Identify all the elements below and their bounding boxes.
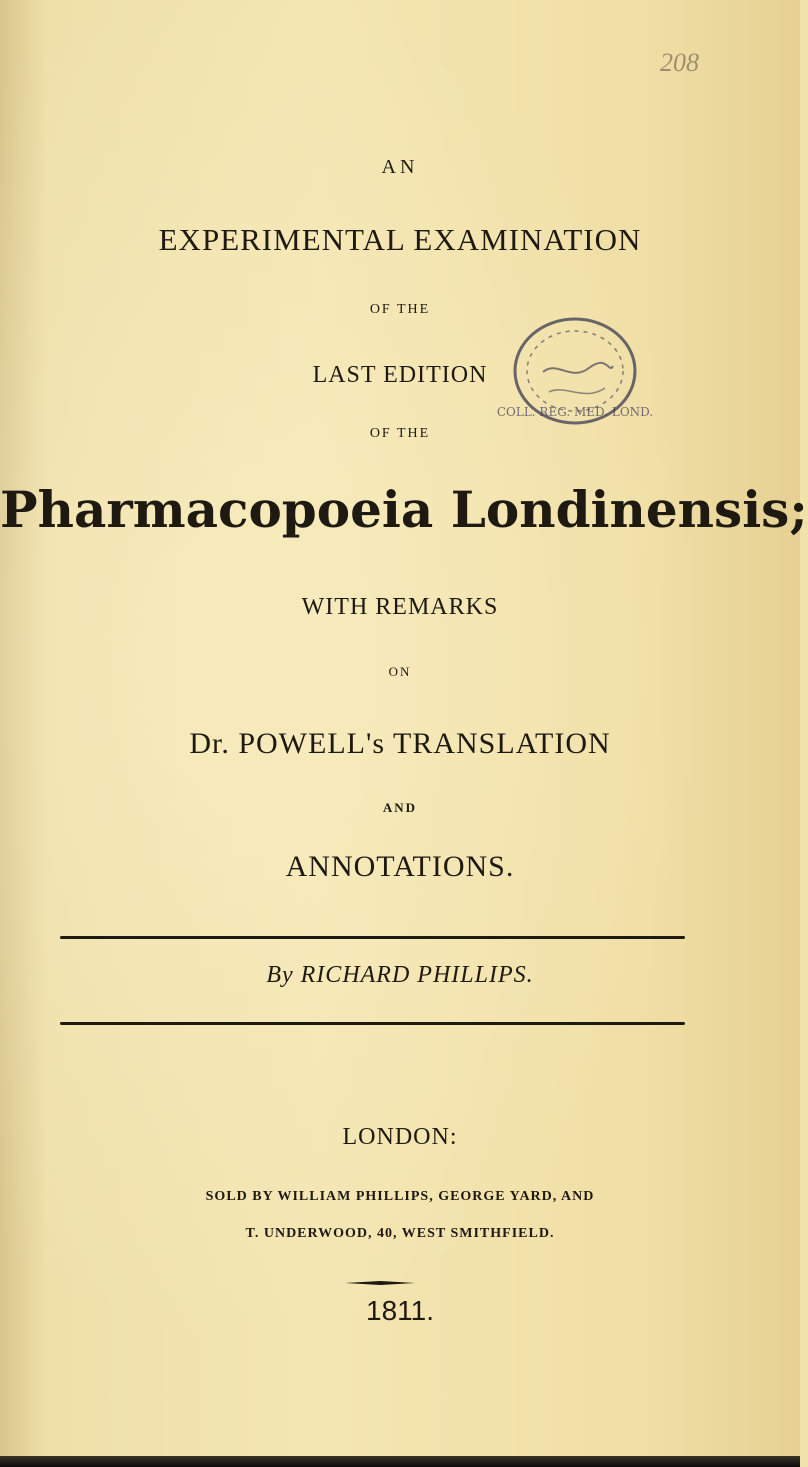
- subtitle-translation: Dr. POWELL's TRANSLATION: [189, 727, 611, 760]
- author-line: By RICHARD PHILLIPS.: [266, 962, 534, 988]
- subtitle-and: AND: [382, 800, 418, 815]
- stamp-text: COLL. REG. MED. LOND.: [496, 405, 654, 419]
- subtitle-with-remarks: WITH REMARKS: [301, 594, 499, 620]
- imprint-year: 1811.: [366, 1295, 434, 1326]
- handwritten-page-number: 208: [660, 48, 699, 77]
- library-stamp-icon: [496, 312, 654, 430]
- divider-rule-bottom: [60, 1022, 685, 1025]
- title-edition: LAST EDITION: [312, 362, 488, 388]
- imprint-line-2: T. UNDERWOOD, 40, WEST SMITHFIELD.: [245, 1226, 555, 1241]
- title-of-the-1: OF THE: [369, 302, 431, 317]
- divider-rule-top: [60, 936, 685, 939]
- imprint-city: LONDON:: [342, 1124, 458, 1150]
- ornament-rule-icon: [345, 1281, 415, 1285]
- title-article: AN: [381, 156, 419, 178]
- page-edge-shadow: [0, 1456, 800, 1467]
- title-work: Pharmacopoeia Londinensis;: [0, 480, 808, 539]
- subtitle-on: ON: [388, 664, 412, 679]
- title-main: EXPERIMENTAL EXAMINATION: [158, 222, 642, 257]
- title-of-the-2: OF THE: [369, 426, 431, 441]
- imprint-line-1: SOLD BY WILLIAM PHILLIPS, GEORGE YARD, AND: [205, 1189, 595, 1204]
- subtitle-annotations: ANNOTATIONS.: [285, 850, 515, 883]
